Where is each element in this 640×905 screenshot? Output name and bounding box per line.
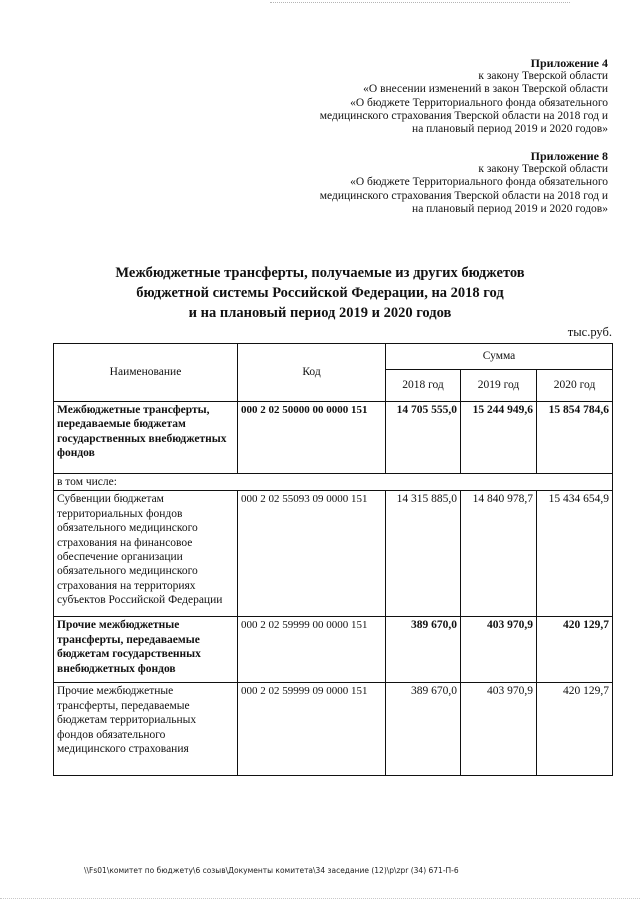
document-title-line: и на плановый период 2019 и 2020 годов bbox=[188, 305, 452, 321]
table-row bbox=[54, 491, 613, 617]
row-name: Прочие межбюджетные трансферты, передаваемые бюджетам территориальных фондов обязательного медицинского страхования bbox=[54, 683, 238, 776]
header-year-2018: 2018 год bbox=[386, 370, 461, 402]
header-sum: Сумма bbox=[386, 344, 613, 370]
scan-bottom-edge bbox=[0, 898, 640, 899]
footer-file-path: \\Fs01\комитет по бюджету\6 созыв\Документы комитета\34 заседание (12)\p\zpr (34) 671-П-6 bbox=[84, 866, 459, 875]
document-title bbox=[60, 263, 580, 323]
row-code: 000 2 02 59999 09 0000 151 bbox=[238, 683, 386, 776]
row-value-2018: 14 705 555,0 bbox=[386, 402, 461, 474]
row-value-2018: 389 670,0 bbox=[386, 683, 461, 776]
row-code: 000 2 02 55093 09 0000 151 bbox=[238, 491, 386, 617]
row-value-2020: 15 434 654,9 bbox=[537, 491, 613, 617]
row-value-2019: 15 244 949,6 bbox=[461, 402, 537, 474]
document-title-line: бюджетной системы Российской Федерации, на 2018 год bbox=[136, 285, 504, 301]
appendix-8-line: «О бюджете Территориального фонда обязательного bbox=[350, 176, 608, 189]
units-label: тыс.руб. bbox=[567, 325, 612, 339]
appendix-4-line: к закону Тверской области bbox=[478, 70, 608, 83]
row-name: Прочие межбюджетные трансферты, передаваемые бюджетам государственных внебюджетных фондов bbox=[54, 617, 238, 683]
row-name: Межбюджетные трансферты, передаваемые бюджетам государственных внебюджетных фондов bbox=[54, 402, 238, 474]
appendix-4-line: «О бюджете Территориального фонда обязательного bbox=[350, 96, 608, 109]
appendix-8-block bbox=[48, 150, 608, 216]
row-value-2019: 403 970,9 bbox=[461, 683, 537, 776]
table-row bbox=[54, 683, 613, 776]
row-name: Субвенции бюджетам территориальных фондов обязательного медицинского страхования на финансовое обеспечение организации обязательного медицинского страхования на территориях субъектов Российской Федерации bbox=[54, 491, 238, 617]
row-including-label: в том числе: bbox=[54, 474, 613, 491]
table-header-row bbox=[54, 344, 613, 370]
row-value-2019: 403 970,9 bbox=[461, 617, 537, 683]
appendix-4-block bbox=[48, 57, 608, 136]
appendix-8-line: медицинского страхования Тверской области на 2018 год и bbox=[319, 189, 608, 202]
scan-top-edge bbox=[270, 2, 570, 3]
header-year-2019: 2019 год bbox=[461, 370, 537, 402]
row-value-2018: 14 315 885,0 bbox=[386, 491, 461, 617]
row-value-2018: 389 670,0 bbox=[386, 617, 461, 683]
appendix-4-line: на плановый период 2019 и 2020 годов» bbox=[412, 123, 608, 136]
row-value-2020: 420 129,7 bbox=[537, 683, 613, 776]
table-row-including bbox=[54, 474, 613, 491]
row-value-2020: 420 129,7 bbox=[537, 617, 613, 683]
table-row bbox=[54, 402, 613, 474]
header-name: Наименование bbox=[54, 344, 238, 402]
header-code: Код bbox=[238, 344, 386, 402]
appendix-4-line: «О внесении изменений в закон Тверской области bbox=[363, 83, 608, 96]
header-year-2020: 2020 год bbox=[537, 370, 613, 402]
row-code: 000 2 02 59999 00 0000 151 bbox=[238, 617, 386, 683]
transfers-table bbox=[53, 343, 613, 776]
appendix-4-line: медицинского страхования Тверской области на 2018 год и bbox=[319, 109, 608, 122]
appendix-8-title: Приложение 8 bbox=[530, 149, 608, 163]
appendix-8-line: к закону Тверской области bbox=[478, 163, 608, 176]
row-code: 000 2 02 50000 00 0000 151 bbox=[238, 402, 386, 474]
document-title-line: Межбюджетные трансферты, получаемые из других бюджетов bbox=[115, 265, 525, 281]
table-row bbox=[54, 617, 613, 683]
appendix-4-title: Приложение 4 bbox=[530, 56, 608, 70]
row-value-2020: 15 854 784,6 bbox=[537, 402, 613, 474]
row-value-2019: 14 840 978,7 bbox=[461, 491, 537, 617]
appendix-8-line: на плановый период 2019 и 2020 годов» bbox=[412, 202, 608, 215]
